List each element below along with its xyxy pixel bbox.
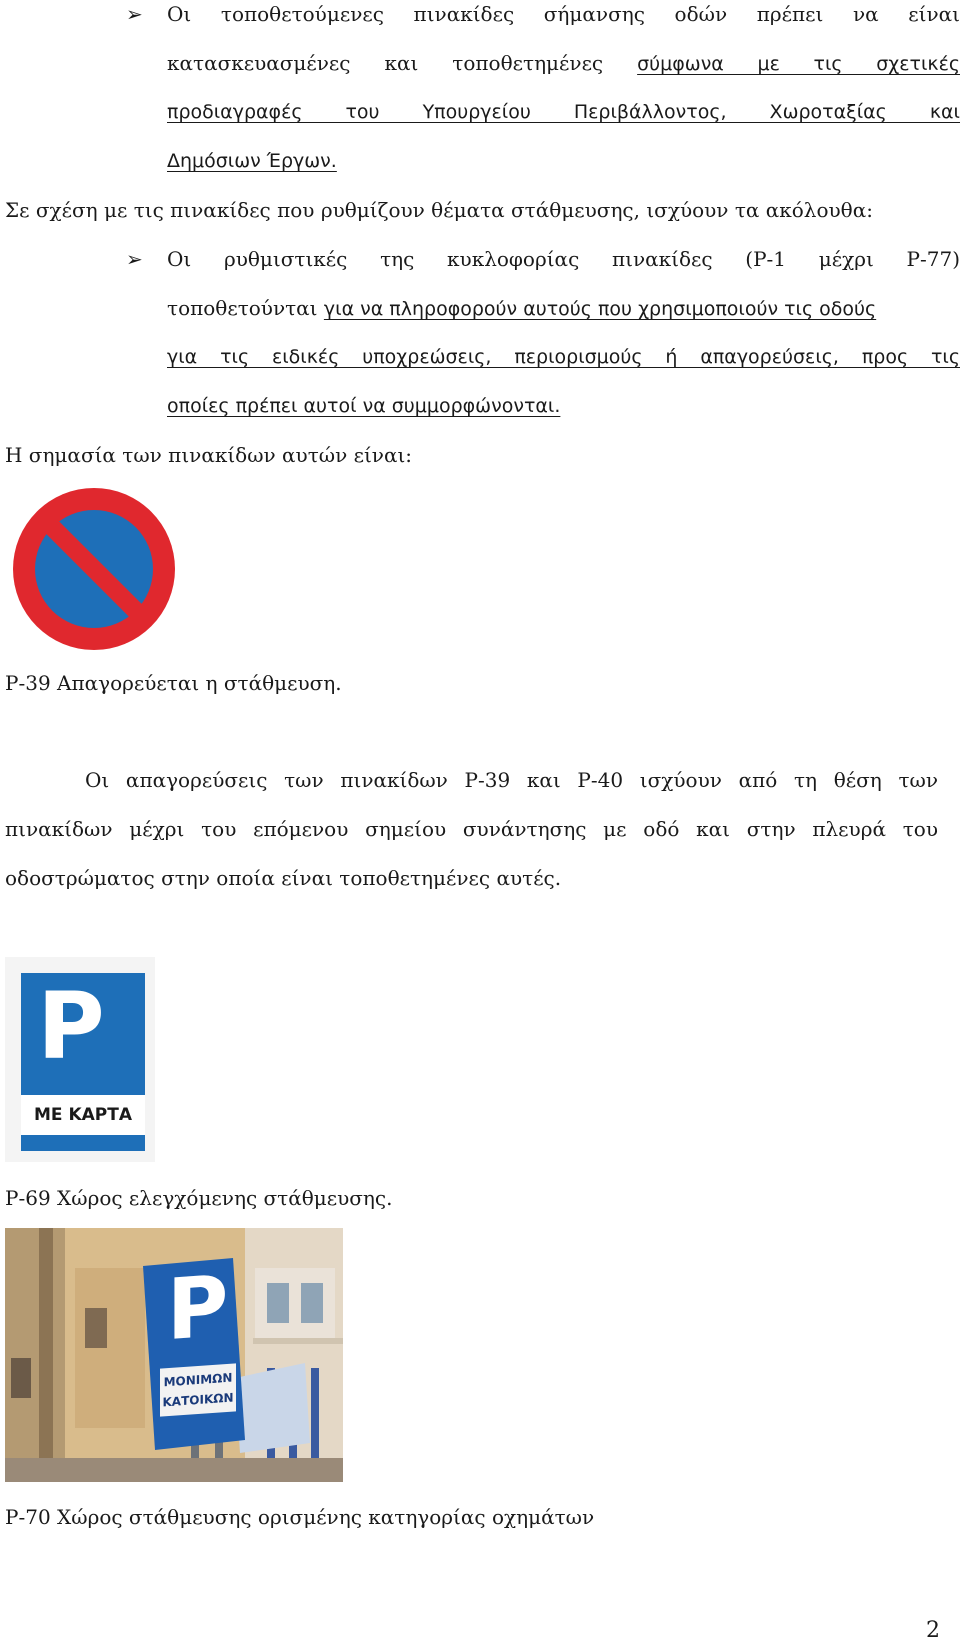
bullet1-line2 [167,39,960,89]
caption-p70: Ρ-70 Χώρος στάθμευσης ορισμένης κατηγορίας οχημάτων [5,1505,595,1529]
parking-card-label: ΜΕ ΚΑΡΤΑ [21,1095,145,1135]
residents-plate-line2: ΚΑΤΟΙΚΩΝ [162,1390,234,1410]
parking-card-sign-image [5,957,155,1162]
residents-parking-photo [5,1228,343,1482]
paragraph-line1 [5,756,938,805]
paragraph-line2: πινακίδων μέχρι του επόμενου σημείου συνάντησης με οδό και στην πλευρά του [5,817,938,841]
bullet1-line3: προδιαγραφές του Υπουργείου Περιβάλλοντος, Χωροταξίας και [167,101,960,123]
residents-parking-plate [160,1363,236,1416]
bullet2-line2 [167,284,960,334]
paragraph-line1-text: Οι απαγορεύσεις των πινακίδων Ρ-39 και Ρ-40 ισχύουν από τη θέση των [85,768,938,792]
paragraph-line3: οδοστρώματος στην οποία είναι τοποθετημένες αυτές. [5,866,562,890]
bullet-arrow-icon: ➢ [126,2,143,26]
bullet1-line1: Οι τοποθετούμενες πινακίδες σήμανσης οδών πρέπει να είναι [167,2,960,26]
bullet2-line4: οποίες πρέπει αυτοί να συμμορφώνονται. [167,395,561,417]
bullet2-line2-plain: τοποθετούνται [167,296,324,320]
no-parking-sign-image [10,485,178,653]
caption-p69: Ρ-69 Χώρος ελεγχόμενης στάθμευσης. [5,1186,393,1210]
intro-text: Σε σχέση με τις πινακίδες που ρυθμίζουν θέματα στάθμευσης, ισχύουν τα ακόλουθα: [5,198,873,222]
bullet2-line3: για τις ειδικές υποχρεώσεις, περιορισμούς ή απαγορεύσεις, προς τις [167,346,960,368]
caption-p39: Ρ-39 Απαγορεύεται η στάθμευση. [5,671,342,695]
parking-p-letter: P [37,973,105,1080]
bullet1-line2-plain: κατασκευασμένες και τοποθετημένες [167,51,638,75]
bullet-arrow-icon: ➢ [126,247,143,271]
bullet1-line4: Δημόσιων Έργων. [167,150,337,172]
bullet1-line2-underlined: σύμφωνα με τις σχετικές [637,53,960,75]
meaning-intro: Η σημασία των πινακίδων αυτών είναι: [5,443,413,467]
residents-plate-line1: ΜΟΝΙΜΩΝ [163,1370,233,1390]
residents-parking-p-letter: P [166,1256,229,1360]
bullet2-line1: Οι ρυθμιστικές της κυκλοφορίας πινακίδες (Ρ-1 μέχρι Ρ-77) [167,247,960,271]
bullet2-line2-underlined: για να πληροφορούν αυτούς που χρησιμοποιούν τις οδούς [323,298,877,320]
no-parking-sign-icon [10,485,178,653]
page-number: 2 [926,1618,940,1643]
parking-card-sign-plate [21,973,145,1151]
